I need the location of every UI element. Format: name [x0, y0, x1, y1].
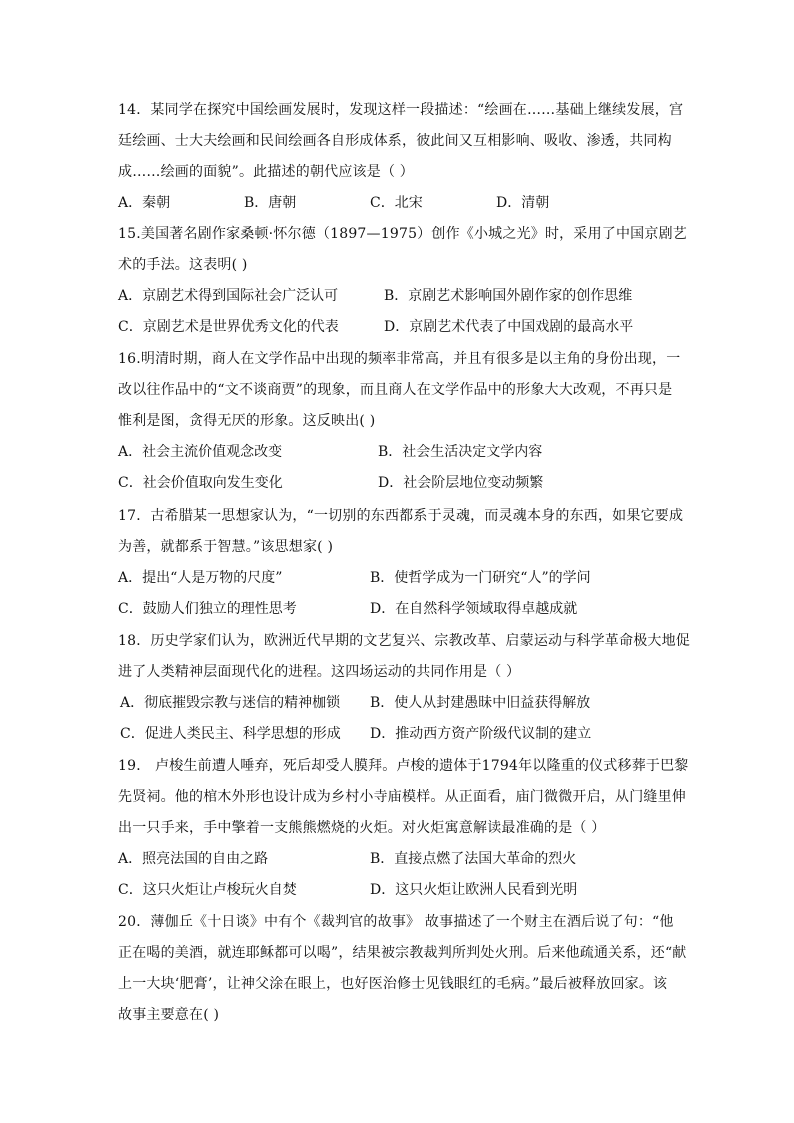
option-a[interactable]: A．彻底摧毁宗教与迷信的精神枷锁 [120, 695, 341, 711]
option-a[interactable]: A．社会主流价值观念改变 [118, 444, 283, 460]
option-d[interactable]: D．推动西方资产阶级代议制的建立 [370, 726, 592, 742]
option-d[interactable]: D．清朝 [496, 195, 550, 211]
question-stem-line: 术的手法。这表明( ) [118, 257, 248, 273]
option-c[interactable]: C．促进人类民主、科学思想的形成 [120, 726, 341, 742]
question-stem-line: 14．某同学在探究中国绘画发展时，发现这样一段描述：“绘画在……基础上继续发展，宫 [118, 102, 684, 118]
option-c[interactable]: C．北宋 [370, 195, 423, 211]
question-stem-line: 16.明清时期，商人在文学作品中出现的频率非常高，并且有很多是以主角的身份出现，一 [118, 351, 681, 367]
question-stem-line: 故事主要意在( ) [118, 1007, 220, 1023]
question-16 [118, 344, 686, 499]
question-17 [118, 501, 686, 625]
option-c[interactable]: C．京剧艺术是世界优秀文化的代表 [118, 319, 339, 335]
question-stem-line: 上一大块‘肥膏’，让神父涂在眼上，也好医治修士见钱眼红的毛病。”最后被释放回家。该 [118, 976, 668, 992]
option-b[interactable]: B．使人从封建愚昧中旧益获得解放 [370, 695, 591, 711]
question-stem-line: 20．薄伽丘《十日谈》中有个《裁判官的故事》 故事描述了一个财主在酒后说了句：“他 [118, 914, 674, 930]
option-row [118, 875, 686, 906]
option-d[interactable]: D．在自然科学领域取得卓越成就 [370, 601, 578, 617]
option-a[interactable]: A．秦朝 [118, 195, 171, 211]
question-stem-line: 15.美国著名剧作家桑顿·怀尔德（1897—1975）创作《小城之光》时，采用了中国京剧艺 [118, 226, 687, 242]
option-c[interactable]: C．这只火炬让卢梭玩火自焚 [118, 882, 297, 898]
question-stem-line: 17．古希腊某一思想家认为，“一切别的东西都系于灵魂，而灵魂本身的东西，如果它要成 [118, 508, 684, 524]
option-d[interactable]: D．京剧艺术代表了中国戏剧的最高水平 [384, 319, 634, 335]
question-stem-line: 成……绘画的面貌”。此描述的朝代应该是（ ） [118, 164, 415, 180]
option-b[interactable]: B．社会生活决定文学内容 [378, 444, 543, 460]
option-row [118, 563, 686, 594]
question-stem-line: 先贤祠。他的棺木外形也设计成为乡村小寺庙模样。从正面看，庙门微微开启，从门缝里伸 [118, 789, 686, 805]
question-15 [118, 219, 686, 343]
question-20 [118, 907, 686, 1031]
question-stem-line: 廷绘画、士大夫绘画和民间绘画各自形成体系，彼此间又互相影响、吸收、渗透，共同构 [118, 133, 672, 149]
question-stem-line: 正在喝的美酒，就连耶稣都可以喝”，结果被宗教裁判所判处火刑。后来他疏通关系，还“献 [118, 945, 687, 961]
question-stem-line: 18．历史学家们认为，欧洲近代早期的文艺复兴、宗教改革、启蒙运动与科学革命极大地促 [118, 633, 691, 649]
option-row [118, 437, 686, 468]
option-b[interactable]: B．直接点燃了法国大革命的烈火 [370, 851, 577, 867]
option-a[interactable]: A．提出“人是万物的尺度” [118, 570, 283, 586]
question-stem-line: 出一只手来，手中擎着一支熊熊燃烧的火炬。对火炬寓意解读最准确的是（ ） [118, 820, 606, 836]
option-row [118, 188, 686, 219]
option-row [118, 719, 686, 750]
option-row [118, 688, 686, 719]
question-stem-line: 19． 卢梭生前遭人唾弃，死后却受人膜拜。卢梭的遗体于1794年以隆重的仪式移葬于巴黎 [118, 758, 689, 774]
option-row [118, 844, 686, 875]
option-row [118, 312, 686, 343]
option-c[interactable]: C．鼓励人们独立的理性思考 [118, 601, 297, 617]
question-stem-line: 改以往作品中的“文不谈商贾”的现象，而且商人在文学作品中的形象大大改观，不再只是 [118, 382, 673, 398]
question-14 [118, 95, 686, 219]
question-stem-line: 惟利是图，贪得无厌的形象。这反映出( ) [118, 413, 376, 429]
option-a[interactable]: A．京剧艺术得到国际社会广泛认可 [118, 288, 339, 304]
question-stem-line: 进了人类精神层面现代化的进程。这四场运动的共同作用是（ ） [118, 664, 521, 680]
option-b[interactable]: B．京剧艺术影响国外剧作家的创作思维 [384, 288, 633, 304]
option-b[interactable]: B．唐朝 [244, 195, 297, 211]
question-19 [118, 751, 689, 906]
option-d[interactable]: D．社会阶层地位变动频繁 [378, 475, 544, 491]
option-row [118, 468, 686, 499]
option-b[interactable]: B．使哲学成为一门研究“人”的学问 [370, 570, 591, 586]
question-18 [118, 626, 691, 750]
option-row [118, 281, 686, 312]
option-row [118, 594, 686, 625]
option-a[interactable]: A．照亮法国的自由之路 [118, 851, 269, 867]
question-stem-line: 为善，就都系于智慧。”该思想家( ) [118, 539, 334, 555]
option-c[interactable]: C．社会价值取向发生变化 [118, 475, 283, 491]
option-d[interactable]: D．这只火炬让欧洲人民看到光明 [370, 882, 578, 898]
